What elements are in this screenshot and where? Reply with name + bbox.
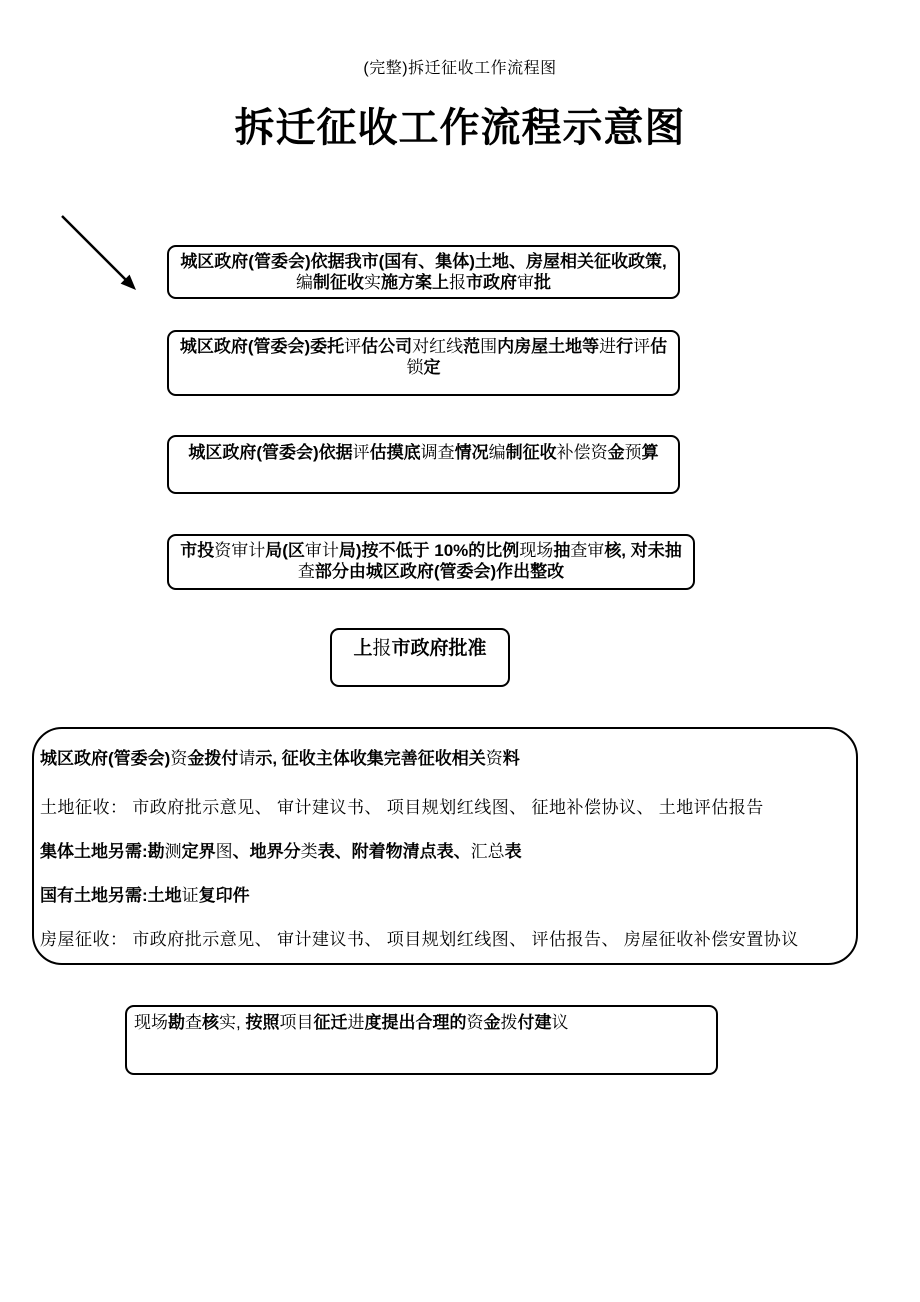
text-segment: 项目 xyxy=(279,1013,314,1032)
text-segment: 编 xyxy=(488,443,506,462)
text-segment: 部分由城区政府(管委会)作出整改 xyxy=(314,562,565,581)
text-segment: 征迁 xyxy=(313,1013,348,1032)
text-segment: 范 xyxy=(463,337,481,356)
text-segment: 情况 xyxy=(454,443,489,462)
text-segment: 请 xyxy=(238,749,256,768)
text-segment: 议 xyxy=(551,1013,569,1032)
text-segment: 算 xyxy=(641,443,659,462)
info-paragraph xyxy=(40,748,846,769)
text-segment: 实 xyxy=(364,273,381,292)
text-segment: 估摸底 xyxy=(369,443,421,462)
text-segment: 付建 xyxy=(517,1013,552,1032)
text-segment: 审 xyxy=(517,273,534,292)
text-segment: 现场 xyxy=(519,541,554,560)
text-segment: 城区政府(管委会)委托 xyxy=(179,337,345,356)
text-segment: 围 xyxy=(480,337,498,356)
text-segment: 查 xyxy=(185,1013,202,1032)
text-segment: 评 xyxy=(352,443,370,462)
flow-box-report-approval xyxy=(330,628,510,687)
text-segment: 金 xyxy=(483,1013,501,1032)
flow-box-plan-approval xyxy=(167,245,680,299)
text-segment: 资 xyxy=(170,749,188,768)
text-segment: 金 xyxy=(607,443,625,462)
text-segment: 审计 xyxy=(304,541,339,560)
text-segment: 施方案上 xyxy=(381,273,449,292)
flow-box-fund-suggestion xyxy=(125,1005,718,1075)
text-segment: 市投 xyxy=(180,541,215,560)
text-segment: 按照 xyxy=(245,1013,280,1032)
text-segment: 锁 xyxy=(406,358,424,377)
text-segment: 资 xyxy=(466,1013,484,1032)
text-segment: 汇总 xyxy=(470,842,505,861)
text-segment: 查 xyxy=(297,562,315,581)
text-segment: 批 xyxy=(534,273,551,292)
text-segment: 示, 征收主体收集完善征收相关 xyxy=(255,749,486,768)
text-segment: 勘 xyxy=(168,1013,185,1032)
text-segment: 局(区 xyxy=(265,541,305,560)
text-segment: 、地界分 xyxy=(232,842,301,861)
document-header: (完整)拆迁征收工作流程图 xyxy=(363,60,557,77)
info-box-materials xyxy=(32,727,858,965)
text-segment: 核, 对未抽 xyxy=(604,541,682,560)
text-segment: 核 xyxy=(202,1013,219,1032)
text-segment: 对红线 xyxy=(412,337,464,356)
text-segment: 复印件 xyxy=(198,886,250,905)
text-segment: 测 xyxy=(164,842,182,861)
info-paragraph xyxy=(40,841,846,862)
text-segment: 局)按不低于 10%的比例 xyxy=(338,541,520,560)
text-segment: 制征收 xyxy=(505,443,557,462)
text-segment: 土地征收： 市政府批示意见、 审计建议书、 项目规划红线图、 征地补偿协议、 土地评估报告 xyxy=(40,798,764,817)
text-segment: 资 xyxy=(485,749,503,768)
text-segment: 报 xyxy=(449,273,466,292)
text-segment: 拨 xyxy=(500,1013,518,1032)
text-segment: 集体土地另需:勘 xyxy=(40,842,165,861)
text-segment: 房屋征收： 市政府批示意见、 审计建议书、 项目规划红线图、 评估报告、 房屋征收补偿安置协议 xyxy=(40,930,799,949)
text-segment: 度提出合理的 xyxy=(364,1013,467,1032)
text-segment: 报 xyxy=(372,638,392,659)
text-segment: 定界 xyxy=(181,842,216,861)
text-segment: 内房屋土地等 xyxy=(497,337,600,356)
text-segment: 资审计 xyxy=(214,541,266,560)
flow-box-audit-check xyxy=(167,534,695,590)
info-paragraph xyxy=(40,885,846,906)
text-segment: 行 xyxy=(616,337,634,356)
text-segment: 城区政府(管委会)依据我市(国有、集体)土地、房屋相关征收政策, xyxy=(180,252,667,271)
text-segment: 城区政府(管委会)依据 xyxy=(188,443,353,462)
text-segment: 估 xyxy=(650,337,668,356)
text-segment: 证 xyxy=(181,886,199,905)
text-segment: 抽 xyxy=(553,541,571,560)
info-paragraph xyxy=(40,797,846,818)
diagonal-arrow-icon xyxy=(52,206,148,302)
text-segment: 国有土地另需:土地 xyxy=(40,886,182,905)
text-segment: 定 xyxy=(423,358,441,377)
text-segment: 现场 xyxy=(134,1013,168,1032)
flow-box-budget xyxy=(167,435,680,494)
text-segment: 金拨付 xyxy=(187,749,239,768)
text-segment: 补偿资 xyxy=(556,443,608,462)
text-segment: 市政府 xyxy=(466,273,517,292)
text-segment: 表 xyxy=(504,842,522,861)
text-segment: 估公司 xyxy=(361,337,413,356)
text-segment: 料 xyxy=(502,749,520,768)
text-segment: 调查 xyxy=(420,443,455,462)
text-segment: 制征收 xyxy=(313,273,364,292)
text-segment: 评 xyxy=(344,337,362,356)
page-title: 拆迁征收工作流程示意图 xyxy=(234,105,686,150)
text-segment: 表、附着物清点表、 xyxy=(317,842,471,861)
text-segment: 评 xyxy=(633,337,651,356)
text-segment: 上 xyxy=(353,638,373,659)
text-segment: 编 xyxy=(296,273,313,292)
text-segment: 图 xyxy=(215,842,233,861)
text-segment: 查审 xyxy=(570,541,605,560)
text-segment: 类 xyxy=(300,842,318,861)
text-segment: 进 xyxy=(599,337,617,356)
flow-box-appraisal-lock xyxy=(167,330,680,396)
info-paragraph xyxy=(40,929,846,950)
text-segment: 预 xyxy=(624,443,642,462)
text-segment: 城区政府(管委会) xyxy=(40,749,171,768)
text-segment: 实, xyxy=(219,1013,246,1032)
text-segment: 市政府批准 xyxy=(391,638,487,659)
text-segment: 进 xyxy=(347,1013,365,1032)
